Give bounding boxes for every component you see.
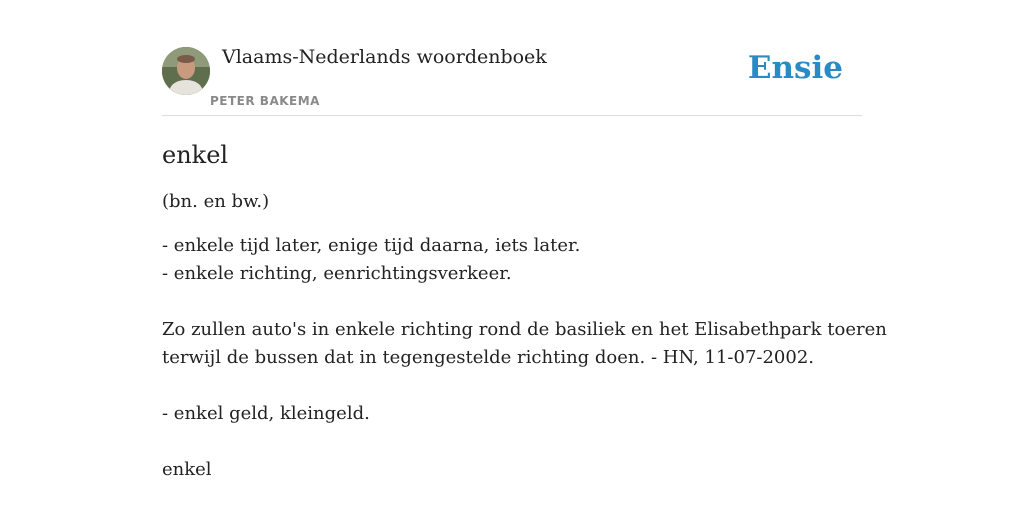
entry-content	[162, 138, 887, 484]
book-title-link[interactable]: Vlaams-Nederlands woordenboek	[222, 46, 547, 68]
ensie-logo-link[interactable]: Ensie	[747, 50, 843, 86]
entry-line: - enkele tijd later, enige tijd daarna, iets later.	[162, 235, 581, 256]
entry-line	[162, 288, 862, 316]
entry-headword: enkel	[162, 141, 229, 169]
entry-body	[162, 232, 887, 484]
entry-line: - enkele richting, eenrichtingsverkeer.	[162, 263, 512, 284]
entry-line	[162, 372, 862, 400]
author-avatar[interactable]	[162, 47, 210, 95]
entry-line: - enkel geld, kleingeld.	[162, 403, 370, 424]
entry-line: Zo zullen auto's in enkele richting rond de basiliek en het Elisabethpark toeren	[162, 319, 887, 340]
avatar-photo-icon	[162, 47, 210, 95]
entry-line: enkel	[162, 459, 212, 480]
entry-line	[162, 428, 862, 456]
author-link[interactable]: PETER BAKEMA	[210, 94, 320, 108]
entry-line: terwijl de bussen dat in tegengestelde richting doen. - HN, 11-07-2002.	[162, 347, 815, 368]
header	[162, 45, 862, 116]
entry-part-of-speech: (bn. en bw.)	[162, 191, 270, 212]
